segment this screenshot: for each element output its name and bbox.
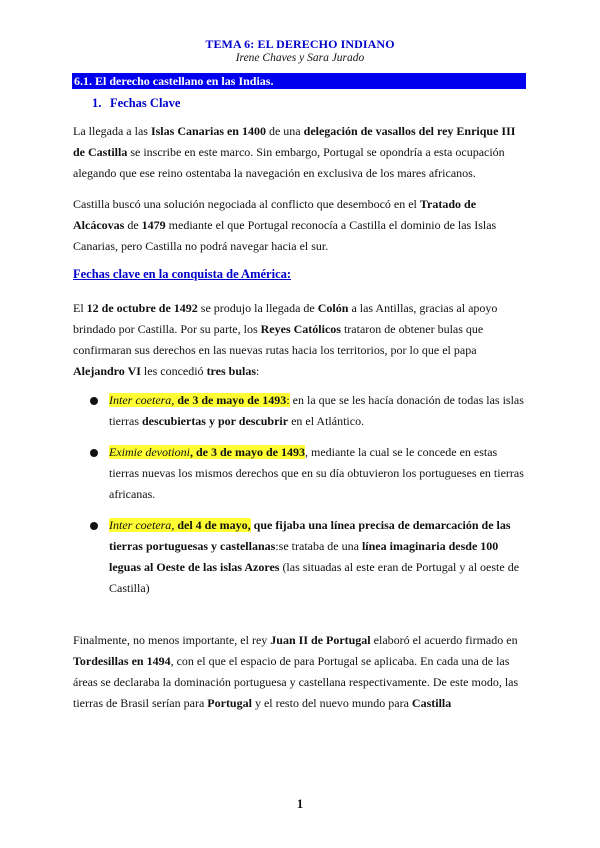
- bull-date: , de 3 de mayo de 1493: [189, 445, 305, 459]
- text-run: La llegada a las: [73, 124, 151, 138]
- bold-run: Tratado de Alcácovas: [73, 197, 477, 232]
- text-run: , con el que el espacio de para Portugal se aplicaba. En cada una de las áreas se declaraba la dominación portuguesa y castellana respectivamente. De este modo, las tierras de Brasil serían para: [73, 654, 519, 710]
- bullet-item-eximie-devotioni: [109, 442, 529, 505]
- text-run: trataron de obtener bulas que confirmaran sus derechos en las nuevas rutas hacia los territorios, por lo que el papa: [73, 322, 484, 357]
- bull-date: de 3 de mayo de 1493: [177, 393, 287, 407]
- text-run: Castilla buscó una solución negociada al conflicto que desembocó en el: [73, 197, 420, 211]
- document-authors: Irene Chaves y Sara Jurado: [235, 52, 365, 64]
- paragraph-colon: [73, 298, 528, 382]
- page-number: 1: [296, 797, 304, 811]
- bold-run: 1479: [141, 218, 166, 232]
- bold-run: Tordesillas en 1494: [73, 654, 171, 668]
- text-run: elaboró el acuerdo firmado en: [370, 633, 518, 647]
- bullet-dot: [90, 397, 98, 405]
- bullet-item-inter-coetera-2: [109, 515, 529, 599]
- bull-name: Eximie devotioni: [109, 445, 190, 459]
- text-run: :se trataba de una: [275, 539, 362, 553]
- paragraph-alcacovas: [73, 194, 528, 257]
- paragraph-tordesillas: [73, 630, 528, 714]
- bull-date: del 4 de mayo,: [177, 518, 251, 532]
- bold-run: Colón: [317, 301, 349, 315]
- document-title: TEMA 6: EL DERECHO INDIANO: [205, 37, 395, 51]
- bold-run: Reyes Católicos: [260, 322, 341, 336]
- section-heading: 6.1. El derecho castellano en las Indias.: [72, 73, 526, 89]
- text-run: de una: [265, 124, 304, 138]
- bullet-item-inter-coetera-1: [109, 390, 529, 432]
- subsection-title: Fechas Clave: [110, 96, 181, 110]
- subsection-heading: [92, 96, 180, 111]
- text-run: de: [124, 218, 142, 232]
- text-run: a las Antillas, gracias al apoyo brindado por Castilla. Por su parte, los: [73, 301, 498, 336]
- bullet-dot: [90, 449, 98, 457]
- bold-run: Juan II de Portugal: [270, 633, 371, 647]
- text-run: se produjo la llegada de: [197, 301, 318, 315]
- bull-name: Inter coetera: [109, 518, 172, 532]
- subsection-number: 1.: [92, 96, 102, 110]
- bold-run: Alejandro VI: [73, 364, 141, 378]
- text-run: El: [73, 301, 87, 315]
- highlighted-title: Inter coetera, del 4 de mayo,: [109, 518, 251, 532]
- bullet-dot: [90, 522, 98, 530]
- text-run: se inscribe en este marco. Sin embargo, Portugal se opondría a esta ocupación alegando que ese reino ostentaba la navegación en exclusiva de los mares africanos.: [73, 145, 505, 180]
- text-run: Finalmente, no menos importante, el rey: [73, 633, 271, 647]
- text-run: :: [286, 393, 290, 407]
- america-dates-heading: Fechas clave en la conquista de América:: [73, 267, 292, 281]
- text-run: :: [256, 364, 260, 378]
- bold-run: que fijaba una línea precisa de demarcación de las tierras portuguesas y castellanas: [109, 518, 511, 553]
- text-run: , mediante la cual se le concede en estas tierras nuevas los mismos derechos que en su día obtuvieron los portugueses en tierras africanas.: [109, 445, 524, 501]
- bold-run: línea imaginaria desde 100 leguas al Oeste de las islas Azores: [109, 539, 499, 574]
- text-run: y el resto del nuevo mundo para: [251, 696, 412, 710]
- bold-run: descubiertas y por descubrir: [141, 414, 289, 428]
- bold-run: tres bulas: [206, 364, 257, 378]
- text-run: les concedió: [140, 364, 207, 378]
- bold-run: Portugal: [207, 696, 252, 710]
- text-run: en el Atlántico.: [288, 414, 365, 428]
- bull-name: Inter coetera: [109, 393, 172, 407]
- bold-run: delegación de vasallos del rey Enrique III de Castilla: [73, 124, 516, 159]
- bold-run: Castilla: [411, 696, 452, 710]
- text-run: (las situadas al este eran de Portugal y al oeste de Castilla): [109, 560, 520, 595]
- paragraph-canarias: [73, 121, 528, 184]
- highlighted-title: [109, 445, 305, 459]
- bold-run: Islas Canarias en 1400: [150, 124, 266, 138]
- text-run: en la que se les hacía donación de todas las islas tierras: [109, 393, 524, 428]
- bold-run: 12 de octubre de 1492: [86, 301, 198, 315]
- text-run: mediante el que Portugal reconocía a Castilla el dominio de las Islas Canarias, pero Castilla no podrá navegar hacia el sur.: [73, 218, 497, 253]
- highlighted-title: Inter coetera, de 3 de mayo de 1493:: [109, 393, 290, 407]
